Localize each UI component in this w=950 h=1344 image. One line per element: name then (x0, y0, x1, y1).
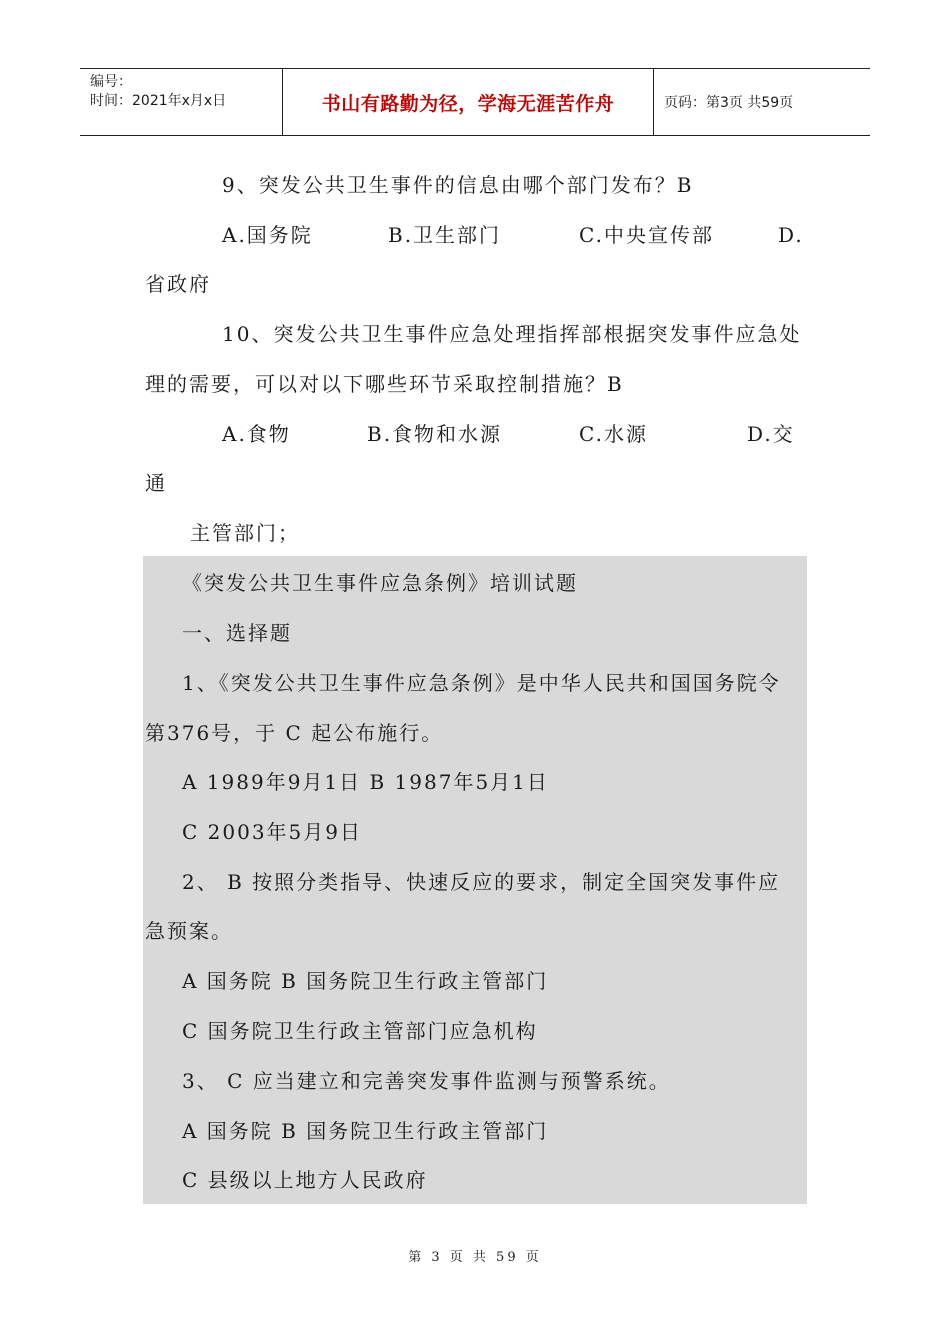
exam-q1-line2: 第376号，于 C 起公布施行。 (145, 721, 444, 745)
exam-q3-line1: 3、 C 应当建立和完善突发事件监测与预警系统。 (182, 1069, 671, 1093)
q10-option-b: B.食物和水源 (367, 422, 503, 446)
exam-q1-options-ab: A 1989年9月1日 B 1987年5月1日 (182, 770, 549, 794)
fragment-text: 主管部门； (190, 521, 300, 545)
exam-section-heading: 一、选择题 (182, 621, 292, 645)
exam-q3-option-c: C 县级以上地方人民政府 (182, 1168, 428, 1192)
question-10-line1: 10、突发公共卫生事件应急处理指挥部根据突发事件应急处 (222, 322, 802, 346)
q9-option-a: A.国务院 (222, 223, 313, 247)
q9-option-b: B.卫生部门 (388, 223, 502, 247)
header-date-label: 时间：2021年x月x日 (90, 93, 227, 109)
exam-title: 《突发公共卫生事件应急条例》培训试题 (182, 571, 578, 595)
q9-option-d: D. (778, 223, 804, 247)
q10-option-d: D.交 (747, 422, 795, 446)
q10-option-c: C.水源 (579, 422, 648, 446)
q10-option-d-continued: 通 (145, 471, 167, 495)
exam-q2-option-c: C 国务院卫生行政主管部门应急机构 (182, 1019, 538, 1043)
exam-q1-option-c: C 2003年5月9日 (182, 820, 363, 844)
exam-q3-options-ab: A 国务院 B 国务院卫生行政主管部门 (182, 1119, 549, 1143)
header-motto: 书山有路勤为径，学海无涯苦作舟 (282, 69, 654, 135)
q10-option-a: A.食物 (222, 422, 291, 446)
exam-q2-options-ab: A 国务院 B 国务院卫生行政主管部门 (182, 969, 549, 993)
header-page-info: 页码：第3页 共59页 (664, 95, 794, 111)
q9-option-c: C.中央宣传部 (579, 223, 714, 247)
exam-q2-line1: 2、 B 按照分类指导、快速反应的要求，制定全国突发事件应 (182, 870, 781, 894)
question-9: 9、突发公共卫生事件的信息由哪个部门发布？B (222, 173, 694, 197)
question-10-line2: 理的需要，可以对以下哪些环节采取控制措施？B (145, 372, 624, 396)
page-footer: 第 3 页 共 59 页 (408, 1250, 542, 1265)
header-number-label: 编号： (90, 74, 132, 90)
page-header (80, 68, 870, 136)
header-meta (80, 69, 282, 135)
exam-q2-line2: 急预案。 (145, 919, 233, 943)
exam-q1-line1: 1、《突发公共卫生事件应急条例》是中华人民共和国国务院令 (182, 671, 781, 695)
q9-option-d-continued: 省政府 (145, 272, 211, 296)
